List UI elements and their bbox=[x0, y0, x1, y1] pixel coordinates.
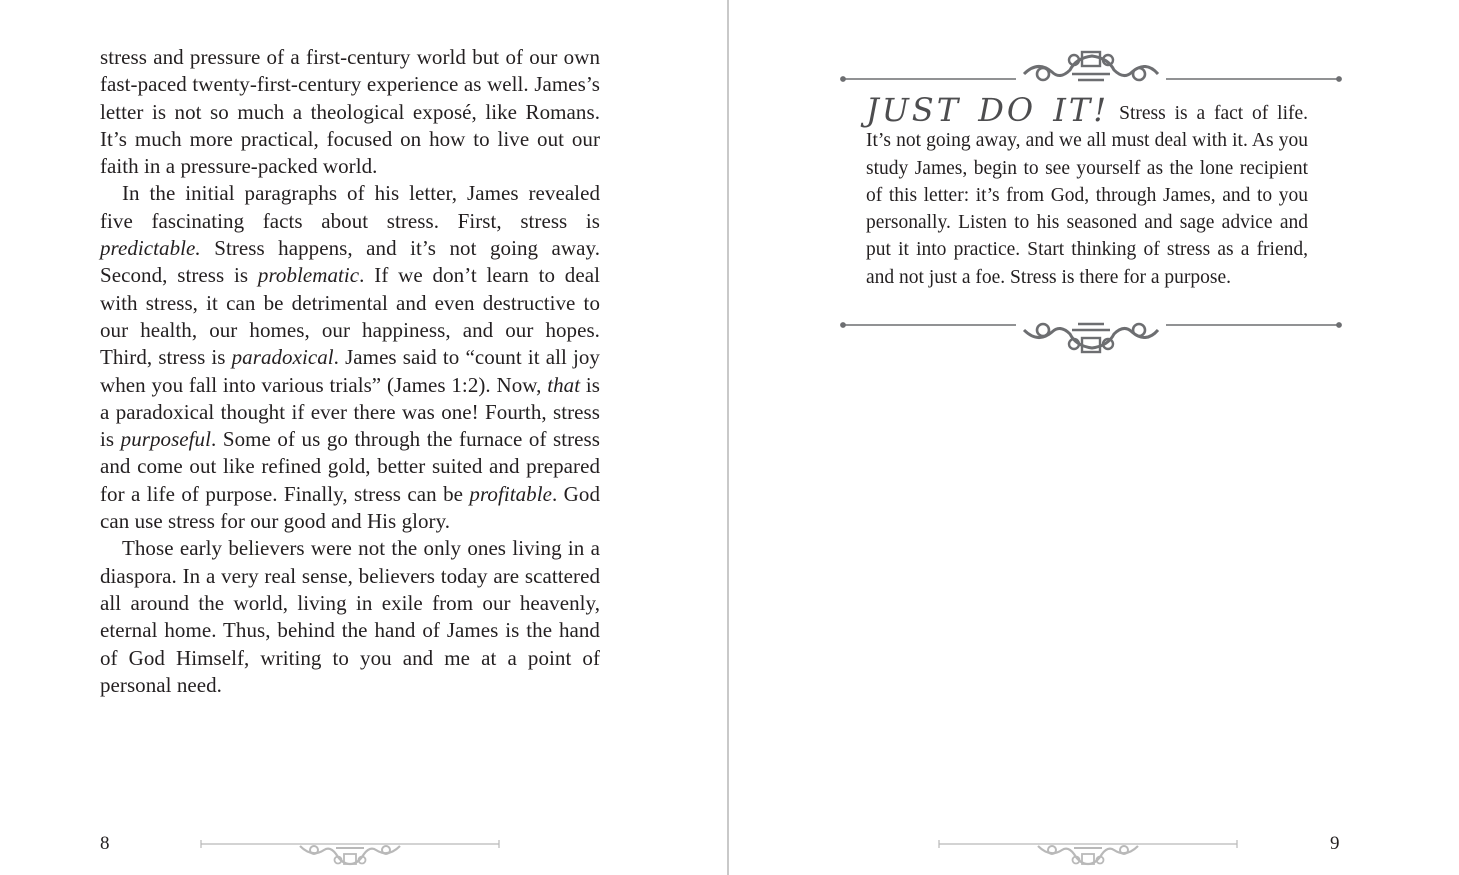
body-paragraph-1 bbox=[100, 44, 600, 180]
page-number-left: 8 bbox=[100, 833, 110, 854]
emphasized-term: profitable bbox=[469, 481, 552, 506]
sidebar-top-ornament bbox=[838, 44, 1344, 96]
footer-ornament-left bbox=[198, 836, 502, 870]
page-number-right: 9 bbox=[1330, 833, 1340, 854]
footer-ornament-right bbox=[936, 836, 1240, 870]
text-run: Those early believers were not the only ones living in a diaspora. In a very real sense, believers today are scattered all around the world, living in exile from our heavenly, eternal home. Thus, behind the hand of James is the hand of God Himself, writing to you and me at a point of personal need. bbox=[100, 536, 600, 697]
text-run: In the initial paragraphs of his letter, James revealed five fascinating facts about stress. First, stress is bbox=[100, 181, 600, 233]
emphasized-term: paradoxical bbox=[231, 345, 334, 370]
body-paragraph-3 bbox=[100, 535, 600, 699]
body-paragraph-2 bbox=[100, 180, 600, 535]
emphasized-term: predictable. bbox=[100, 236, 201, 261]
page-gutter bbox=[727, 0, 729, 875]
just-do-it-sidebar bbox=[866, 91, 1309, 291]
left-page-body bbox=[100, 44, 600, 699]
emphasized-term: purposeful bbox=[120, 427, 211, 452]
text-run: . God can use stress for our good and His glory. bbox=[100, 481, 600, 534]
text-run: . James said to “count it all joy when you fall into various trials” (James 1:2). Now, bbox=[100, 345, 600, 397]
text-run: . Some of us go through the furnace of stress and come out like refined gold, better suited and prepared for a life of purpose. Finally, stress can be bbox=[100, 427, 600, 506]
emphasized-term: problematic bbox=[257, 263, 360, 288]
sidebar-bottom-ornament bbox=[838, 316, 1344, 368]
emphasized-term: that bbox=[547, 372, 581, 397]
text-run: is a paradoxical thought if ever there was one! Fourth, stress is bbox=[100, 372, 600, 452]
text-run: stress and pressure of a first-century world but of our own fast-paced twenty-first-century experience as well. James’s letter is not so much a theological exposé, like Romans. It’s much more practical, focused on how to live out our faith in a pressure-packed world. bbox=[100, 45, 600, 179]
sidebar-text: Stress is a fact of life. It’s not going away, and we all must deal with it. As you study James, begin to see yourself as the lone recipient of this letter: it’s from God, through James, and to you personally. Listen to his seasoned and sage advice and put it into practice. Start thinking of stress as a friend, and not just a foe. Stress is there for a purpose. bbox=[866, 103, 1309, 288]
text-run: Stress happens, and it’s not going away. Second, stress is bbox=[100, 236, 600, 288]
sidebar-heading: JUST DO IT! bbox=[866, 91, 1110, 129]
text-run: . If we don’t learn to deal with stress, it can be detrimental and even destructive to our health, our homes, our happiness, and our hopes. Third, stress is bbox=[100, 263, 600, 370]
